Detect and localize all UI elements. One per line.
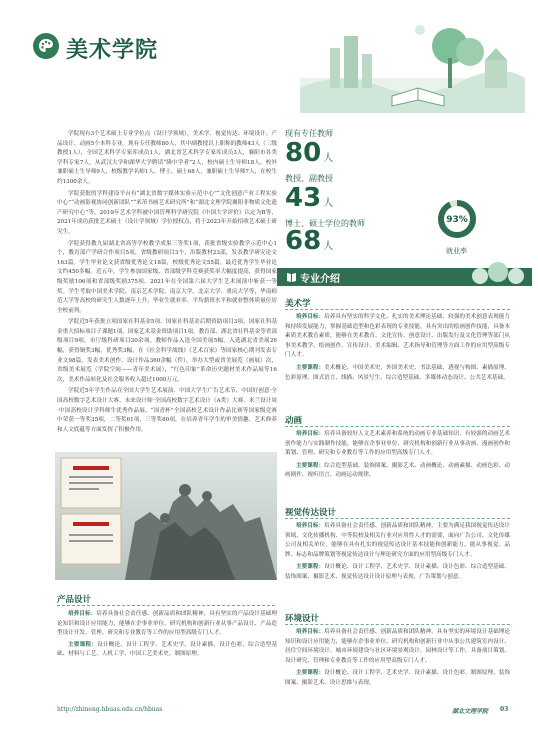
assoc-unit: 人 bbox=[323, 198, 334, 209]
major-body-fine-arts bbox=[285, 313, 510, 386]
major-title-environment: 环境设计 bbox=[285, 614, 320, 624]
major-title-animation: 动画 bbox=[285, 416, 303, 426]
teachers-stat bbox=[285, 138, 333, 168]
teachers-label: 现有专任教师 bbox=[285, 129, 333, 138]
goal-text: 培养具备社会责任感、创新品质和团队精神，具有坚实的产品设计基础理论知识和设计应用能力，能够在企事业单位、研究机构和创新行业从事产品设计、产品造型设计开发、管理、研究和专业教育等工作的应用型高级专门人才。 bbox=[57, 611, 277, 637]
course-label: 主要课程： bbox=[296, 670, 325, 677]
page-header bbox=[0, 0, 538, 118]
course-text: 设计概论、设计工程学、艺术史学、设计素描、设计色彩、综合造型基础、装饰图案、摄影艺术、视觉传达设计设计原理与表现、广告策划与创意。 bbox=[285, 564, 510, 580]
page-title: 美术学院 bbox=[66, 37, 159, 63]
goal-text: 培养具有坚实的科学文化、扎实的美术理论基础、较强的美术创意表现能力和持续发展能力，掌握基础造型和色彩表现的专业技能，具有突出的绘画创作技能，具备本素质美术教育素质，能够在美术教育、文化宣传、创意设计、出版发行及文化管理等部门从事美术教学、绘画创作、宣传设计、美术编辑、艺术指导和管理等方面工作的应用型高级专门人才。 bbox=[285, 314, 510, 359]
course-text: 综合造型基础、装饰图案、摄影艺术、动画概论、动画素描、动画色彩、动画剧作、视听语言、动画运动规律。 bbox=[285, 462, 510, 479]
employment-label: 就业率 bbox=[446, 247, 467, 255]
course-text: 设计概论、设计工程学、艺术史学、设计素描、设计色彩、综合造型基础、材料与工艺、人机工学、中国工艺美术史、制图原理。 bbox=[57, 641, 277, 658]
goal-text: 培养具备较好人文艺术素养和系统的动画专业基础知识，有较强的动画艺术创作能力与实践制作技能，能够在企事业单位、研究机构和创新行业从事动画、漫画创作和策划、管理、研究和专业教育等工作的应用型高级专门人才。 bbox=[285, 431, 510, 457]
major-title-fine-arts: 美术学 bbox=[285, 299, 311, 309]
course-label: 主要课程： bbox=[296, 564, 325, 571]
divider bbox=[285, 624, 510, 625]
intro-paragraph: 学院近5年获批立项国家社科基金5项、国家社科基金后期资助项目3项，国家社科基金重大招标项目子课题1项，国家艺术基金资助项目1项，教育部、湖北省社科基金等省部级项目9项，市厅级科研项目30余项。教师作品入选全国美展5幅，入选湖北省美展26幅，获得铜奖3幅，优秀奖3幅，在《社会科学战线》《艺术百家》等国家核心期刊发表专业文98篇，发表美术创作、设计作品360余幅（件），举办大型或省美展览（画展）次，省级美术展览（学院空间——青年美术展），“红色印象”革命历史题材美术作品展等16次，美术作品转化及社会服务收入超过1000万元。 bbox=[57, 319, 277, 383]
employment-donut bbox=[436, 198, 478, 240]
header-illustration bbox=[300, 8, 525, 113]
phd-value: 68 bbox=[285, 226, 322, 256]
majors-band-title: 专业介绍 bbox=[300, 274, 340, 285]
intro-paragraph: 学院近5年学生作品在全国大学生艺术展演、中国大学生广告艺术节、中国好创意·全国高校数字艺术设计大赛、未来设计师·全国高校数字艺术设计（A类）大赛、米兰设计周·中国高校设计学科师生优秀作品展、“国青杯”全国高校艺术设计作品比赛等国家级竞赛中荣获一等奖35项，二等奖61项，三等奖80项，在培养青年学生的审美情趣、艺术修养和人文底蕴等方面发挥了积极作用。 bbox=[57, 388, 277, 433]
teachers-unit: 人 bbox=[323, 153, 334, 164]
palette-icon bbox=[33, 33, 59, 59]
intro-text bbox=[57, 130, 277, 437]
goal-label: 培养目标： bbox=[296, 523, 325, 529]
divider bbox=[285, 518, 510, 519]
footer-url[interactable]: http://zhineng.hbuas.edu.cn/hbuas bbox=[57, 706, 163, 713]
course-label: 主要课程： bbox=[68, 641, 98, 648]
employment-value: 93% bbox=[446, 215, 468, 225]
book-icon bbox=[286, 271, 297, 283]
intro-paragraph: 学院获批的学科建设平台有“湖北省数字媒体实验示范中心”“文化创意产业工程实验中心”“动画影视协同创新团队”“米芾书画艺术研究所”和“湖北文理学院襄阳非物质文化遗产研究中心”等，2019年艺术学科被中国管理科学研究院《中国大学评价》认定为B等，2021年成功获批艺术硕士（设计学领域）学位授权点，将于2023年开始招收艺术硕士研究生。 bbox=[57, 190, 277, 235]
goal-label: 培养目标： bbox=[296, 314, 325, 320]
major-body-product bbox=[57, 610, 277, 662]
goal-text: 培养具备社会责任感、创新品质和团队精神，具有坚实的环境设计基础理论知识和设计应用能力，能够在企事业单位、研究机构和创新行业中从事公共建筑室内设计、居住空间环境设计、城市环境建设与社区环境景观设计、园林设计等工作，具备项目策划、设计研究、管理和专业教育等工作的应用型高级专门人才。 bbox=[285, 629, 510, 664]
goal-label: 培养目标： bbox=[68, 611, 97, 617]
award-photo bbox=[55, 452, 277, 580]
major-title-product: 产品设计 bbox=[57, 595, 92, 605]
major-title-visual: 视觉传达设计 bbox=[285, 508, 337, 518]
major-body-visual bbox=[285, 522, 510, 586]
phd-stat bbox=[285, 226, 333, 256]
goal-label: 培养目标： bbox=[296, 431, 325, 437]
phd-unit: 人 bbox=[323, 241, 334, 252]
divider bbox=[285, 309, 510, 310]
intro-paragraph: 学院获得教九届湖北省高等学校教学成果三等奖1项，获批省级实验教学示范中心1个，教育部产学研合作项目5项，省级教研项目3个，出版教材23部，发表教学研究论文163篇。学生毕业论文获省级优秀论文18篇，校级优秀论文55篇，最近优秀学生毕业论文约450多幅。近五年，学生参加国家级、省部级学科竞赛获奖率大幅度提高，获得国家级奖励106项和省部级奖励375项。2021年在全国第六届大学生艺术展演中斩获一等奖。学生考取中国美术学院、南京艺术学院、南京大学、北京大学、重庆大学等，华南师范大学等高校的研究生人数逐年上升，毕业生就业率、平均薪资水平和就业整体质量位居全校前列。 bbox=[57, 240, 277, 314]
assoc-value: 43 bbox=[285, 183, 322, 213]
page-number: 03 bbox=[500, 706, 509, 713]
course-text: 美术概论、中国美术史、外国美术史、书法基础、透视与构图、素描原理、色彩原理、图式语言、线描、风景写生、综合造型基础、多媒体动态设计、公共艺术基础。 bbox=[285, 364, 510, 381]
award-photo-illustration bbox=[55, 452, 277, 580]
course-text: 设计概论、设计工程学、艺术史学、设计素描、设计色彩、制图原理、装饰图案、摄影艺术、设计思维与表现。 bbox=[285, 670, 510, 686]
goal-label: 培养目标： bbox=[296, 629, 325, 635]
teachers-value: 80 bbox=[285, 138, 322, 168]
major-body-environment bbox=[285, 628, 510, 692]
divider bbox=[57, 605, 275, 606]
goal-text: 培养具备社会责任感、创新品质和团队精神，主要为满足我国视觉传达设计领域、文化传播机构、中等院校及相关行业对应用性人才的需要，面向广告公司、文化传媒公司及相关单位，能够在具有扎实的视觉传达设计基本技能和创新能力，能从事视觉、品牌、标志和品牌策划等视觉传达设计与理论研究方面的应用型高级专门人才。 bbox=[285, 523, 510, 558]
intro-paragraph: 学院现有3个艺术硕士专业学位点（设计学领域），美术学、视觉传达、环境设计、产品设计、动画5个本科专业。现有专任教师80人，其中副教授以上职称的教师43人（三级教授1人），全国艺术科学专家库成员1人，湖北省艺术科学专家库成员3人，襄阳市各类学科专家7人，从武汉大学和湖华大学聘请“隆中学者”2人，校内硕士生导师18人，校外兼职硕士生导师9人，校级教学名师1人，博士、硕士68人，兼职硕士生导师7人，在校生约1300余人。 bbox=[57, 131, 277, 185]
course-label: 主要课程： bbox=[296, 364, 325, 371]
divider bbox=[285, 426, 510, 427]
band-decoration bbox=[470, 262, 528, 288]
assoc-stat bbox=[285, 183, 333, 213]
footer-school: 湖北文理学院 bbox=[452, 708, 489, 715]
major-body-animation bbox=[285, 430, 510, 484]
course-label: 主要课程： bbox=[296, 462, 325, 469]
assoc-label: 教授、副教授 bbox=[285, 174, 333, 183]
phd-label: 博士、硕士学位的教师 bbox=[285, 219, 365, 228]
